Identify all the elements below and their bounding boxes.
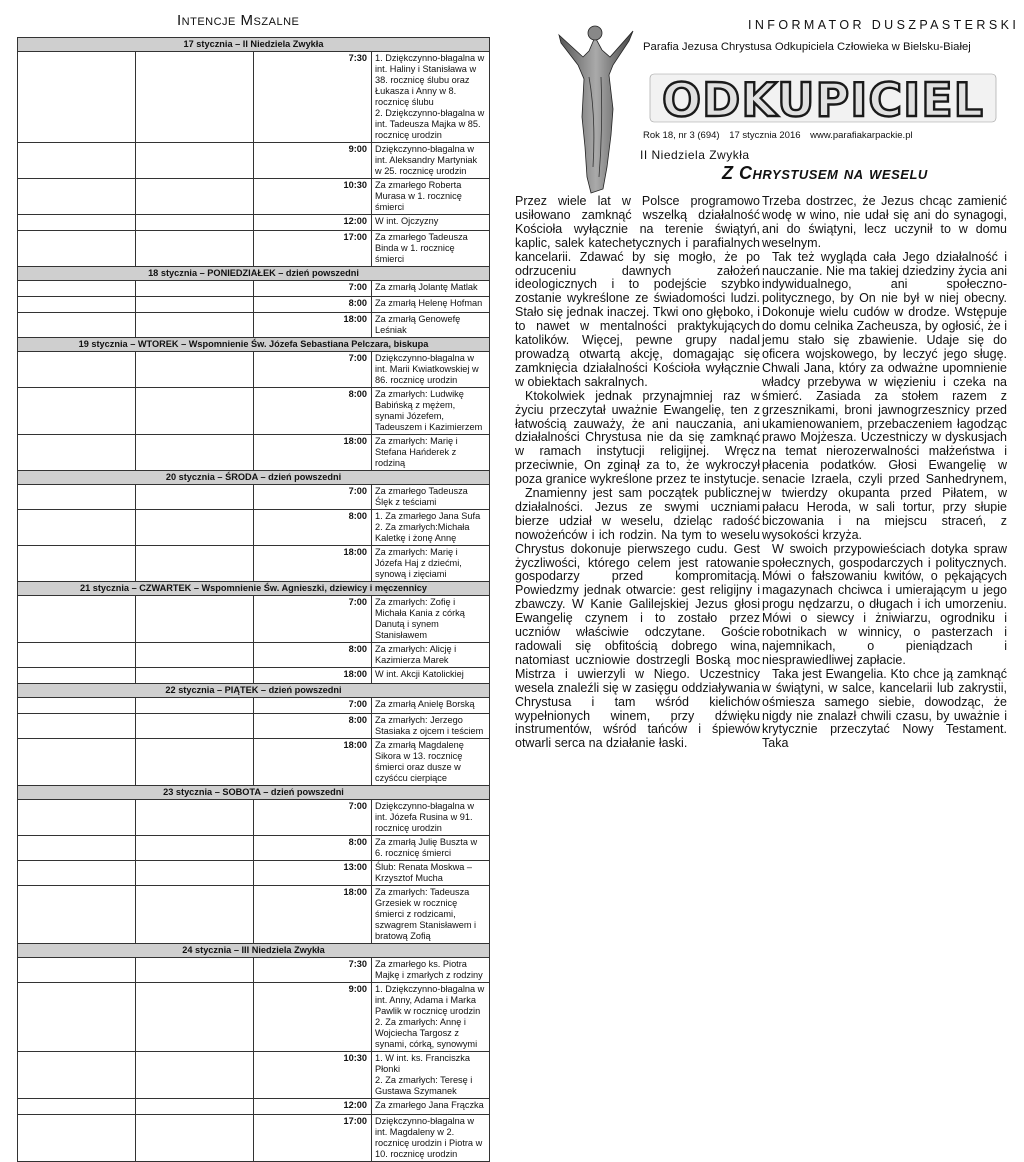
blank-cell bbox=[18, 739, 136, 786]
mass-row bbox=[18, 886, 490, 944]
blank-cell bbox=[18, 546, 136, 582]
mass-row bbox=[18, 714, 490, 739]
mass-intention bbox=[372, 643, 490, 668]
day-header: 23 stycznia – SOBOTA – dzień powszedni bbox=[18, 786, 490, 800]
mass-row bbox=[18, 1099, 490, 1115]
mass-intention bbox=[372, 698, 490, 714]
mass-time: 7:00 bbox=[254, 596, 372, 643]
article-paragraph: W swoich przypowieściach dotyka spraw społecznych, gospodarczych i politycznych. Mówi o fałszowaniu kwitów, o pękających magazynach chciwca i umierającym u jego progu nędzarzu, o długach i ich umorzeniu. Mówi o siewcy i żniwiarzu, ogrodniku i robotnikach w winnicy, o pasterzach i najemnikach, o pieniądzach i niesprawiedliwej zapłacie. bbox=[762, 541, 1007, 667]
intention-line: Dziękczynno-błagalna w int. Aleksandry Martyniak w 25. rocznicę urodzin bbox=[375, 144, 478, 176]
mass-row bbox=[18, 1052, 490, 1099]
mass-time: 18:00 bbox=[254, 739, 372, 786]
mass-row bbox=[18, 861, 490, 886]
issue-date: 17 stycznia 2016 bbox=[729, 130, 801, 141]
blank-cell bbox=[18, 1052, 136, 1099]
day-header-row bbox=[18, 582, 490, 596]
website-link[interactable]: www.parafiakarpackie.pl bbox=[810, 130, 913, 141]
blank-cell bbox=[18, 231, 136, 267]
mass-time: 18:00 bbox=[254, 435, 372, 471]
intention-line: W int. Ojczyzny bbox=[375, 216, 439, 226]
blank-cell bbox=[136, 435, 254, 471]
intention-line: Za zmarłego ks. Piotra Majkę i zmarłych z rodziny bbox=[375, 959, 483, 980]
mass-row bbox=[18, 1115, 490, 1162]
day-header: 20 stycznia – ŚRODA – dzień powszedni bbox=[18, 471, 490, 485]
mass-intention bbox=[372, 485, 490, 510]
article-paragraph: Tak też wygląda cała Jego działalność i nauczanie. Nie ma takiej dziedziny życia ani indywidualnego, ani społeczno-politycznego, by On nie był w niej obecny. Dokonuje wielu cudów w drodze. Wstępuje do domu celnika Zacheusza, by ogłosić, że i jemu stało się zbawienie. Udaje się do oficera wojskowego, by leczyć jego sługę. Chwali Jana, który za odważne upomnienie władcy przebywa w więzieniu i czeka na śmierć. Zasiada za stołem razem z grzesznikami, broni jawnogrzesznicy przed ukamienowaniem, przebaczeniem łagodząc prawo Mojżesza. Uczestniczy w dyskusjach na temat nierozerwalności małżeństwa i płacenia podatków. Głosi Ewangelię w senacie Izraela, czyli przed Sanhedrynem, w twierdzy okupanta przed Piłatem, w pałacu Heroda, w sali tortur, przy słupie biczowania i na miejscu straceń, z wysokości krzyża. bbox=[762, 249, 1007, 542]
mass-row bbox=[18, 596, 490, 643]
mass-time: 7:00 bbox=[254, 352, 372, 388]
blank-cell bbox=[136, 231, 254, 267]
mass-intention bbox=[372, 313, 490, 338]
mass-row bbox=[18, 698, 490, 714]
blank-cell bbox=[136, 352, 254, 388]
mass-time: 18:00 bbox=[254, 546, 372, 582]
blank-cell bbox=[136, 668, 254, 684]
blank-cell bbox=[136, 388, 254, 435]
blank-cell bbox=[18, 698, 136, 714]
intention-line: Dziękczynno-błagalna w int. Józefa Rusina w 91. rocznicę urodzin bbox=[375, 801, 475, 833]
day-header: 18 stycznia – PONIEDZIAŁEK – dzień powszedni bbox=[18, 267, 490, 281]
blank-cell bbox=[136, 215, 254, 231]
intention-line: Za zmarłego Tadeusza Ślęk z teściami bbox=[375, 486, 468, 507]
blank-cell bbox=[18, 435, 136, 471]
intention-line: Za zmarłą Jolantę Matlak bbox=[375, 282, 478, 292]
day-header: 21 stycznia – CZWARTEK – Wspomnienie Św. Agnieszki, dziewicy i męczennicy bbox=[18, 582, 490, 596]
blank-cell bbox=[136, 800, 254, 836]
mass-intention bbox=[372, 179, 490, 215]
day-header-row bbox=[18, 338, 490, 352]
masthead-title: ODKUPICIEL bbox=[662, 73, 984, 124]
christ-statue-image bbox=[555, 17, 637, 197]
blank-cell bbox=[136, 546, 254, 582]
mass-time: 8:00 bbox=[254, 714, 372, 739]
mass-intention bbox=[372, 435, 490, 471]
mass-time: 7:00 bbox=[254, 698, 372, 714]
blank-cell bbox=[136, 861, 254, 886]
blank-cell bbox=[18, 388, 136, 435]
intention-line: Za zmarłych: Zofię i Michała Kania z córką Danutą i synem Stanisławem bbox=[375, 597, 465, 640]
mass-row bbox=[18, 485, 490, 510]
mass-intention bbox=[372, 836, 490, 861]
article-title: Z Chrystusem na weselu bbox=[722, 163, 928, 183]
mass-intention bbox=[372, 800, 490, 836]
mass-time: 18:00 bbox=[254, 668, 372, 684]
mass-intention bbox=[372, 52, 490, 143]
intention-line: 2. Za zmarłych:Michała Kaletkę i żonę Annę bbox=[375, 522, 470, 543]
blank-cell bbox=[18, 886, 136, 944]
mass-time: 13:00 bbox=[254, 861, 372, 886]
informator-label: INFORMATOR DUSZPASTERSKI bbox=[748, 18, 1020, 32]
mass-intention bbox=[372, 714, 490, 739]
blank-cell bbox=[136, 958, 254, 983]
day-header: 17 stycznia – II Niedziela Zwykła bbox=[18, 38, 490, 52]
intention-line: 1. Za zmarłego Jana Sufa bbox=[375, 511, 481, 521]
blank-cell bbox=[136, 143, 254, 179]
mass-row bbox=[18, 983, 490, 1052]
mass-time: 18:00 bbox=[254, 886, 372, 944]
intention-line: Za zmarłych: Jerzego Stasiaka z ojcem i teściem bbox=[375, 715, 484, 736]
blank-cell bbox=[136, 313, 254, 338]
mass-time: 7:00 bbox=[254, 800, 372, 836]
blank-cell bbox=[18, 143, 136, 179]
mass-time: 10:30 bbox=[254, 179, 372, 215]
blank-cell bbox=[136, 297, 254, 313]
mass-intention bbox=[372, 739, 490, 786]
mass-time: 8:00 bbox=[254, 836, 372, 861]
blank-cell bbox=[18, 836, 136, 861]
article-column-right bbox=[762, 195, 1007, 751]
mass-row bbox=[18, 739, 490, 786]
blank-cell bbox=[18, 179, 136, 215]
blank-cell bbox=[18, 52, 136, 143]
article-paragraph: Przez wiele lat w Polsce programowo usiłowano zamknąć wszelką działalność Kościoła wyłącznie na terenie świątyń, kaplic, salek katechetycznych i parafialnych kancelarii. Zdawać by się mogło, że po odrzuceniu dawnych założeń ideologicznych i to podejście szybko zostanie wykreślone ze świadomości ludzi. Stało się jednak inaczej. Tkwi ono głęboko, i to nawet w mentalności praktykujących katolików. Więcej, pewne grupy nadal prowadzą otwartą akcję, domagając się zamknięcia działalności Kościoła wyłącznie w obiektach sakralnych. bbox=[515, 194, 760, 389]
intention-line: Za zmarłych: Marię i Stefana Hańderek z rodziną bbox=[375, 436, 458, 468]
intention-line: 1. Dziękczynno-błagalna w int. Haliny i Stanisława w 38. rocznicę ślubu oraz Łukasza i Anny w 8. rocznicę ślubu bbox=[375, 53, 485, 107]
mass-intention bbox=[372, 352, 490, 388]
blank-cell bbox=[136, 281, 254, 297]
blank-cell bbox=[136, 52, 254, 143]
day-header-row bbox=[18, 786, 490, 800]
blank-cell bbox=[18, 510, 136, 546]
blank-cell bbox=[136, 1099, 254, 1115]
mass-time: 7:00 bbox=[254, 485, 372, 510]
liturgical-day: II Niedziela Zwykła bbox=[640, 148, 750, 162]
intention-line: Za zmarłych: Tadeusza Grzesiek w rocznicę śmierci z rodzicami, szwagrem Stanisławem i bratową Zofią bbox=[375, 887, 477, 941]
mass-intention bbox=[372, 546, 490, 582]
intention-line: 2. Za zmarłych: Annę i Wojciecha Targosz z synami, córką, synowymi bbox=[375, 1017, 478, 1049]
mass-intention bbox=[372, 510, 490, 546]
day-header: 19 stycznia – WTOREK – Wspomnienie Św. Józefa Sebastiana Pelczara, biskupa bbox=[18, 338, 490, 352]
issue-meta bbox=[643, 130, 920, 141]
intention-line: Za zmarłą Genowefę Leśniak bbox=[375, 314, 461, 335]
article-paragraph: Znamienny jest sam początek publicznej działalności. Jezus ze swymi uczniami bierze udział w weselu, dzieląc radość nowożeńców i ich rodzin. Na tym to weselu Chrystus dokonuje pierwszego cudu. Gest życzliwości, którego celem jest ratowanie gospodarzy przed kompromitacją. Powiedzmy jednak otwarcie: gest religijny i zbawczy. W Kanie Galilejskiej Jezus głosi Ewangelię czynem i to zostało przez uczniów właściwie odczytane. Goście radowali się obfitością dobrego wina, natomiast uczniowie dostrzegli Boską moc Mistrza i uwierzyli w Niego. Uczestnicy wesela znaleźli się w zasięgu oddziaływania Chrystusa i tam wśród kielichów wypełnionych winem, przy dźwięku instrumentów, wśród tańców i śpiewów otwarli serca na działanie łaski. bbox=[515, 486, 760, 751]
mass-intention bbox=[372, 958, 490, 983]
mass-time: 12:00 bbox=[254, 1099, 372, 1115]
day-header-row bbox=[18, 267, 490, 281]
mass-intention bbox=[372, 861, 490, 886]
blank-cell bbox=[136, 179, 254, 215]
mass-time: 7:30 bbox=[254, 52, 372, 143]
mass-intention bbox=[372, 1099, 490, 1115]
issue-number: Rok 18, nr 3 (694) bbox=[643, 130, 720, 141]
blank-cell bbox=[136, 596, 254, 643]
odkupiciel-masthead bbox=[648, 72, 998, 124]
intention-line: Za zmarłych: Marię i Józefa Haj z dziećmi, synową i zięciami bbox=[375, 547, 462, 579]
mass-time: 9:00 bbox=[254, 983, 372, 1052]
blank-cell bbox=[18, 281, 136, 297]
day-header: 22 stycznia – PIĄTEK – dzień powszedni bbox=[18, 684, 490, 698]
mass-row bbox=[18, 546, 490, 582]
blank-cell bbox=[18, 313, 136, 338]
mass-row bbox=[18, 836, 490, 861]
blank-cell bbox=[18, 958, 136, 983]
blank-cell bbox=[136, 886, 254, 944]
blank-cell bbox=[136, 643, 254, 668]
mass-time: 8:00 bbox=[254, 510, 372, 546]
blank-cell bbox=[18, 800, 136, 836]
intention-line: W int. Akcji Katolickiej bbox=[375, 669, 464, 679]
mass-intention bbox=[372, 886, 490, 944]
intention-line: Za zmarłego Tadeusza Binda w 1. rocznicę śmierci bbox=[375, 232, 468, 264]
article-paragraph: Trzeba dostrzec, że Jezus chcąc zamienić wodę w wino, nie udał się ani do synagogi, ani do świątyni, lecz uczynił to w domu weselnym. bbox=[762, 194, 1007, 250]
day-header-row bbox=[18, 38, 490, 52]
blank-cell bbox=[18, 714, 136, 739]
mass-row bbox=[18, 297, 490, 313]
intention-line: Za zmarłych: Ludwikę Babińską z mężem, synami Józefem, Tadeuszem i Kazimierzem bbox=[375, 389, 483, 432]
day-header: 24 stycznia – III Niedziela Zwykła bbox=[18, 944, 490, 958]
blank-cell bbox=[18, 983, 136, 1052]
intencje-title: Intencje Mszalne bbox=[177, 12, 300, 29]
mass-row bbox=[18, 313, 490, 338]
intention-line: Za zmarłego Roberta Murasa w 1. rocznicę śmierci bbox=[375, 180, 462, 212]
blank-cell bbox=[136, 983, 254, 1052]
blank-cell bbox=[18, 1099, 136, 1115]
intention-line: Ślub: Renata Moskwa – Krzysztof Mucha bbox=[375, 862, 473, 883]
mass-row bbox=[18, 352, 490, 388]
mass-time: 8:00 bbox=[254, 643, 372, 668]
blank-cell bbox=[18, 861, 136, 886]
mass-row bbox=[18, 215, 490, 231]
intention-line: 1. Dziękczynno-błagalna w int. Anny, Adama i Marka Pawlik w rocznicę urodzin bbox=[375, 984, 485, 1016]
mass-intention bbox=[372, 1115, 490, 1162]
mass-intention bbox=[372, 1052, 490, 1099]
intention-line: Za zmarłą Magdalenę Sikora w 13. rocznicę śmierci oraz dusze w czyśćcu cierpiące bbox=[375, 740, 464, 783]
mass-row bbox=[18, 179, 490, 215]
intention-line: Za zmarłą Helenę Hofman bbox=[375, 298, 483, 308]
mass-row bbox=[18, 668, 490, 684]
day-header-row bbox=[18, 684, 490, 698]
mass-row bbox=[18, 388, 490, 435]
intention-line: 2. Dziękczynno-błagalna w int. Tadeusza Majka w 85. rocznicę urodzin bbox=[375, 108, 485, 140]
mass-intention bbox=[372, 668, 490, 684]
blank-cell bbox=[136, 1115, 254, 1162]
blank-cell bbox=[136, 739, 254, 786]
mass-intention bbox=[372, 983, 490, 1052]
blank-cell bbox=[136, 485, 254, 510]
mass-row bbox=[18, 643, 490, 668]
mass-intention bbox=[372, 596, 490, 643]
article-column-left bbox=[515, 195, 760, 751]
blank-cell bbox=[18, 668, 136, 684]
mass-row bbox=[18, 52, 490, 143]
intention-line: Za zmarłego Jana Frączka bbox=[375, 1100, 484, 1110]
mass-time: 17:00 bbox=[254, 231, 372, 267]
mass-row bbox=[18, 958, 490, 983]
mass-row bbox=[18, 231, 490, 267]
article-paragraph: Taka jest Ewangelia. Kto chce ją zamknąć w świątyni, w salce, kancelarii lub zakrystii, ośmiesza samego siebie, dowodząc, że nigdy nie znalazł chwili czasu, by uważnie i krytycznie przeczytać Nowy Testament. Taka bbox=[762, 666, 1007, 751]
article-paragraph: Ktokolwiek jednak przynajmniej raz w życiu przeczytał uważnie Ewangelię, ten z łatwością zauważy, że ani nauczania, ani działalności Chrystusa nie da się zamknąć w ramach instytucji religijnej. Wręcz przeciwnie, On zginął za to, że wykroczył poza granice wykreślone przez te instytucje. bbox=[515, 388, 760, 487]
mass-intention bbox=[372, 231, 490, 267]
blank-cell bbox=[136, 510, 254, 546]
blank-cell bbox=[18, 643, 136, 668]
mass-time: 18:00 bbox=[254, 313, 372, 338]
blank-cell bbox=[18, 596, 136, 643]
mass-time: 7:00 bbox=[254, 281, 372, 297]
mass-row bbox=[18, 435, 490, 471]
mass-time: 8:00 bbox=[254, 388, 372, 435]
intention-line: Za zmarłą Anielę Borską bbox=[375, 699, 475, 709]
parish-name: Parafia Jezusa Chrystusa Odkupiciela Człowieka w Bielsku-Białej bbox=[643, 41, 971, 53]
mass-row bbox=[18, 143, 490, 179]
mass-intention bbox=[372, 297, 490, 313]
day-header-row bbox=[18, 471, 490, 485]
mass-row bbox=[18, 800, 490, 836]
blank-cell bbox=[18, 485, 136, 510]
mass-time: 17:00 bbox=[254, 1115, 372, 1162]
intention-line: Dziękczynno-błagalna w int. Marii Kwiatkowskiej w 86. rocznicę urodzin bbox=[375, 353, 479, 385]
intention-line: Dziękczynno-błagalna w int. Magdaleny w 2. rocznicę urodzin i Piotra w 10. rocznicę urodzin bbox=[375, 1116, 483, 1159]
mass-time: 9:00 bbox=[254, 143, 372, 179]
intention-line: 1. W int. ks. Franciszka Płonki bbox=[375, 1053, 470, 1074]
mass-intention bbox=[372, 143, 490, 179]
mass-row bbox=[18, 510, 490, 546]
mass-time: 8:00 bbox=[254, 297, 372, 313]
blank-cell bbox=[18, 297, 136, 313]
blank-cell bbox=[136, 1052, 254, 1099]
mass-time: 10:30 bbox=[254, 1052, 372, 1099]
blank-cell bbox=[136, 836, 254, 861]
day-header-row bbox=[18, 944, 490, 958]
mass-time: 12:00 bbox=[254, 215, 372, 231]
blank-cell bbox=[136, 698, 254, 714]
mass-intention bbox=[372, 215, 490, 231]
blank-cell bbox=[18, 1115, 136, 1162]
mass-intention bbox=[372, 281, 490, 297]
mass-intentions-table bbox=[17, 37, 490, 1162]
intention-line: Za zmarłych: Alicję i Kazimierza Marek bbox=[375, 644, 457, 665]
intention-line: 2. Za zmarłych: Teresę i Gustawa Szymanek bbox=[375, 1075, 473, 1096]
blank-cell bbox=[18, 352, 136, 388]
mass-intention bbox=[372, 388, 490, 435]
mass-row bbox=[18, 281, 490, 297]
blank-cell bbox=[18, 215, 136, 231]
blank-cell bbox=[136, 714, 254, 739]
intention-line: Za zmarłą Julię Buszta w 6. rocznicę śmierci bbox=[375, 837, 478, 858]
mass-time: 7:30 bbox=[254, 958, 372, 983]
